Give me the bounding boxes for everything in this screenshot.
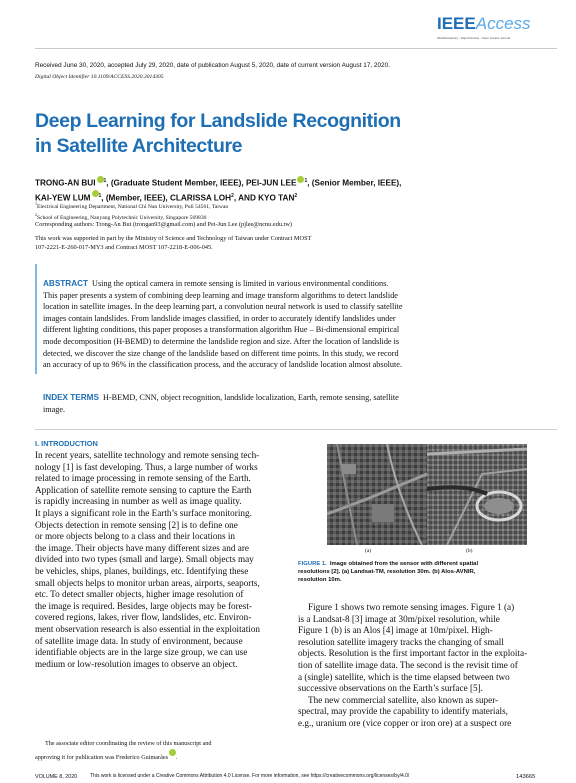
section-rule [35,429,557,430]
index-terms: INDEX TERMS H-BEMD, CNN, object recognition, landslide localization, Earth, remote sensing, satellite image. [43,393,399,414]
affiliations [35,200,228,222]
body-line: The new commercial satellite, also known as super- [308,694,499,705]
abstract-line: This paper presents a system of combining deep learning and image transform algorithms to detect landslide [43,290,398,300]
body-line: a (single) satellite, which is the time elapsed between two [298,671,510,682]
affiliation-2: $^2$School of Engineering, Nanyang Polytechnic University, Singapore 569830 [35,211,207,221]
figure-caption-label: FIGURE 1. [298,561,327,567]
funding-statement: This work was supported in part by the Ministry of Science and Technology of Taiwan under Contract MOST 107-2221-E-260-017-MY3 and Contract MOST 107-2218-E-006-045. [35,235,312,251]
body-line: or more objects belong to a class and their locations in [35,531,236,542]
right-column-paragraph [298,602,541,730]
body-line: Application of satellite remote sensing to capture the Earth [35,484,252,495]
abstract-line: mode decomposition (H-BEMD) to determine the landslide region and size. After the location of landslide is [43,336,400,346]
abstract-line-1: ABSTRACT Using the optical camera in remote sensing is limited in various environmental conditions. [43,279,389,288]
body-line: spectral, may provide the capability to identify materials, [298,706,508,717]
abstract-box [35,264,37,374]
body-line: the image is required. Besides, large objects may be forest- [35,600,252,611]
title-line-2: in Satellite Architecture [35,135,243,157]
body-line: resolution satellite imagery tracks the changing of small [298,636,504,647]
body-line: nology [1] is fast developing. Thus, a large number of works [35,461,258,472]
body-line: objects. Resolution is the first important factor in the exploita- [298,648,528,659]
body-line: etc. To detect smaller objects, higher image resolution of [35,589,244,600]
body-line: of satellite image data. In study of environment, because [35,635,243,646]
body-line: Figure 1 shows two remote sensing images. Figure 1 (a) [308,602,515,612]
figure-label-a: (a) [365,548,372,554]
body-line: is a Landsat-8 [3] image at 30m/pixel resolution, while [298,613,500,624]
index-terms-label: INDEX TERMS [43,393,99,402]
affiliation-1: $^1$Electrical Engineering Department, National Chi Nan University, Puli 54561, Taiwan [35,201,229,210]
body-line: In recent years, satellite technology and remote sensing tech- [35,450,260,460]
body-line: It plays a significant role in the Earth’s surface monitoring. [35,507,252,518]
satellite-image-alos [427,444,527,545]
body-line: the image. Their objects have many different sizes and are [35,542,249,553]
body-line: Objects detection in remote sensing [2] is to define one [35,519,238,530]
abstract-line: images contain landslides. From landslide images classified, in order to accurately identify landslides under [43,313,396,323]
orcid-icon[interactable] [169,749,176,756]
orcid-icon[interactable] [92,190,99,197]
abstract [43,278,473,371]
body-line: Figure 1 (b) is an Alos [4] image at 10m/pixel. High- [298,625,493,636]
body-line: medium or low-resolution images to observe an object. [35,658,238,669]
logo-tagline: Multidisciplinary : Rapid Review : Open Access Journal [437,36,511,40]
paper-title [35,109,401,159]
satellite-image-landsat [327,444,427,545]
intro-paragraph [35,450,283,670]
footer-volume: VOLUME 8, 2020 [35,774,78,780]
figure-caption: FIGURE 1. Image obtained from the sensor with different spatial resolutions [2]. (a) Landsat-TM, resolution 30m. (b) Alos-AVNIR, resolution 10m. [298,561,479,584]
abstract-line: different lighting conditions, this paper proposes a transformation algorithm Hue – Bi-dimensional empirical [43,325,400,335]
author-line-2: KAI-YEW LUM $^1$, (Member, IEEE), CLARISSA LOH$^2$, AND KYO TAN$^2$ [35,190,401,205]
header-rule [35,48,557,49]
body-line: successive observations on the Earth’s surface [5]. [298,683,483,694]
logo-access: Access [475,14,531,33]
abstract-line: location in satellite images. In the deep learning part, a convolution neural network is used to classify satellite [43,302,403,312]
body-line: identifiable objects are in the large size group, we can use [35,647,248,658]
body-line: small objects helps to monitor urban areas, airports, seaports, [35,577,260,588]
body-line: covered regions, lakes, river flow, landslides, etc. Environ- [35,612,252,623]
body-line: e.g., uranium ore (vice copper or iron ore) at a suspect ore [298,717,512,728]
received-dates: Received June 30, 2020, accepted July 29, 2020, date of publication August 5, 2020, date of current version August 17, 2020. [35,62,390,69]
figure-label-b: (b) [466,548,473,554]
footer-license[interactable]: This work is licensed under a Creative Commons Attribution 4.0 License. For more information, see https://creativecommons.org/licenses/by/4.0/ [90,773,410,779]
abstract-line: detected, we discover the size change of the landslide based on different time points. In this study, we record [43,348,399,358]
title-line-1: Deep Learning for Landslide Recognition [35,110,401,132]
section-heading-introduction: I. INTRODUCTION [35,439,98,448]
satellite-image-a-graphic [327,444,427,545]
footer-page-number: 143665 [516,774,536,780]
abstract-line: an accuracy of up to 96% in the classification process, and the accuracy of landslide location almost absolute. [43,360,402,370]
body-line: divided into two types (small and large). Small objects may [35,554,254,565]
ieee-access-logo [437,15,557,40]
logo-ieee: IEEE [437,14,476,33]
doi[interactable]: Digital Object Identifier 10.1109/ACCESS.2020.3014305 [35,74,164,80]
abstract-label: ABSTRACT [43,279,89,288]
editor-note: The associate editor coordinating the review of this manuscript and approving it for publication was Frederico Guimarães . [35,740,212,761]
body-line: ment observation research is also essential in the exploitation [35,623,261,634]
corresponding-authors: Corresponding authors: Trong-An Bui (trongan93@gmail.com) and Pei-Jun Lee (pjlee@ncnu.edu.tw) [35,221,292,228]
body-line: related to image processing in remote sensing of the Earth. [35,473,251,484]
body-line: tion of satellite image data. The second is the revisit time of [298,659,518,670]
orcid-icon[interactable] [97,176,104,183]
body-line: is rapidly increasing in number as well as image quality. [35,496,242,507]
satellite-image-b-graphic [427,444,527,545]
body-line: be vehicles, ships, planes, buildings, etc. Identifying these [35,565,249,576]
author-line-1: TRONG-AN BUI $^1$, (Graduate Student Member, IEEE), PEI-JUN LEE $^1$, (Senior Member, IEEE), [35,175,401,190]
